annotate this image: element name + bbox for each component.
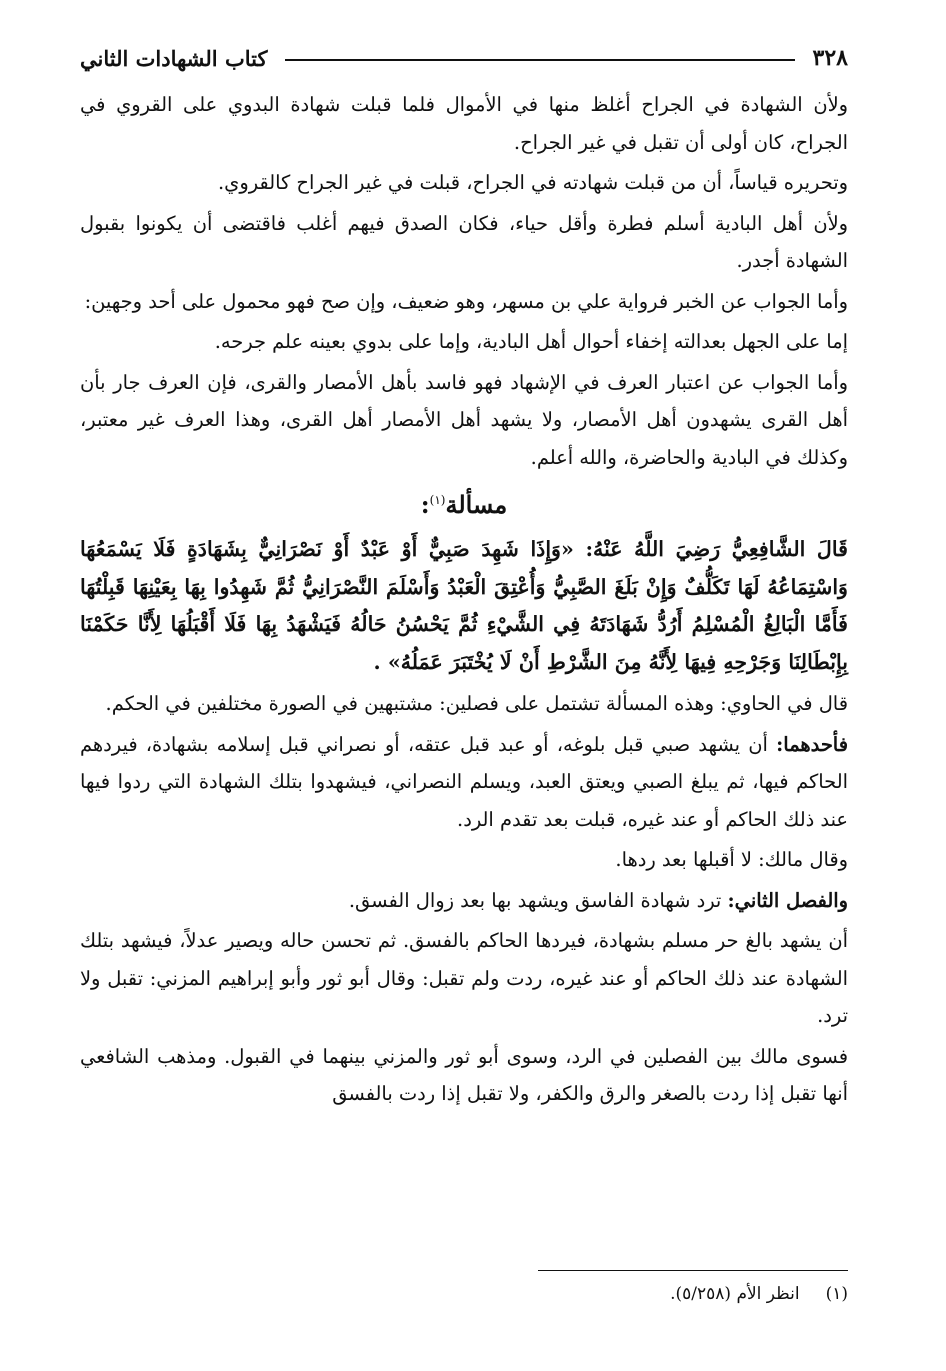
paragraph-1: ولأن الشهادة في الجراح أغلظ منها في الأموال فلما قبلت شهادة البدوي على القروي في الجراح، كان أولى أن تقبل في غير الجراح. [80, 93, 848, 154]
footnote [670, 1280, 848, 1308]
paragraph-8-lead: فأحدهما: [776, 732, 848, 756]
paragraph-12: فسوى مالك بين الفصلين في الرد، وسوى أبو ثور والمزني بينهما في القبول. ومذهب الشافعي أنها تقبل إذا ردت بالصغر والرق والكفر، ولا تقبل إذا ردت بالفسق [80, 1044, 848, 1105]
section-heading [80, 480, 848, 525]
paragraph-9: وقال مالك: لا أقبلها بعد ردها. [615, 848, 848, 871]
footnote-rule [538, 1270, 848, 1271]
footnote-text: انظر الأم (٥/٢٥٨). [670, 1284, 800, 1304]
footnote-number: (١) [825, 1284, 848, 1304]
paragraph-5: إما على الجهل بعدالته إخفاء أحوال أهل البادية، وإما على بدوي بعينه علم جرحه. [214, 330, 848, 353]
paragraph-4: وأما الجواب عن الخبر فرواية علي بن مسهر، وهو ضعيف، وإن صح فهو محمول على أحد وجهين: [84, 289, 848, 313]
shafii-quote: قَالَ الشَّافِعِيُّ رَضِيَ اللَّهُ عَنْهُ: «وَإِذَا شَهِدَ صَبِيٌّ أَوْ عَبْدٌ أَوْ نَصْرَانِيٌّ بِشَهَادَةٍ فَلَا يَسْمَعُهَا وَاسْتِمَاعُهُ لَهَا تَكَلُّفٌ وَإِنْ بَلَغَ الصَّبِيُّ وَأُعْتِقَ الْعَبْدُ وَأَسْلَمَ النَّصْرَانِيُّ ثُمَّ شَهِدُوا بِهَا بِعَيْنِهَا قَبِلْتُهَا فَأَمَّا الْبَالِغُ الْمُسْلِمُ أَرُدُّ شَهَادَتَهُ فِي الشَّيْءِ ثُمَّ يَحْسُنُ حَالُهُ فَيَشْهَدُ بِهَا فَلَا أَقْبَلُهَا لِأَنَّا حَكَمْنَا بِإِبْطَالِنَا وَجَرْحِهِ فِيهَا لِأَنَّهُ مِنَ الشَّرْطِ أَنْ لَا يُخْتَبَرَ عَمَلُهُ» . [80, 537, 848, 674]
header-rule [285, 59, 794, 61]
running-title: كتاب الشهادات الثاني [80, 45, 268, 71]
heading-text: مسألة [445, 490, 508, 519]
paragraph-10-lead: والفصل الثاني: [727, 888, 848, 912]
book-page [80, 36, 848, 1336]
paragraph-10-text: ترد شهادة الفاسق ويشهد بها بعد زوال الفسق. [348, 888, 728, 912]
paragraph-11: أن يشهد بالغ حر مسلم بشهادة، فيردها الحاكم بالفسق. ثم تحسن حاله ويصير عدلاً، فيشهد بتلك الشهادة عند ذلك الحاكم أو عند غيره، ردت ولم تقبل: وقال أبو ثور وأبو إبراهيم المزني: تقبل ولا ترد. [80, 929, 848, 1027]
heading-footnote-ref: (١) [429, 493, 446, 507]
page-number: ٣٢٨ [812, 45, 848, 71]
paragraph-7: قال في الحاوي: وهذه المسألة تشتمل على فصلين: مشتبهين في الصورة مختلفين في الحكم. [105, 692, 848, 715]
page-header [80, 36, 848, 80]
paragraph-8 [80, 726, 848, 839]
paragraph-6: وأما الجواب عن اعتبار العرف في الإشهاد فهو فاسد بأهل الأمصار والقرى، فإن العرف جار بأن أهل القرى يشهدون أهل الأمصار، ولا يشهد أهل الأمصار أهل القرى، وهذا العرف غير معتبر، وكذلك في البادية والحاضرة، والله أعلم. [80, 370, 848, 469]
paragraph-8-text: أن يشهد صبي قبل بلوغه، أو عبد قبل عتقه، أو نصراني قبل إسلامه بشهادة، فيردهم الحاكم فيها، ثم يبلغ الصبي ويعتق العبد، ويسلم النصراني، فيشهدوا بتلك الشهادة التي ردوا فيها عند ذلك الحاكم أو عند غيره، قبلت بعد تقدم الرد. [80, 732, 848, 831]
heading-colon: : [420, 490, 430, 519]
paragraph-3: ولأن أهل البادية أسلم فطرة وأقل حياء، فكان الصدق فيهم أغلب فاقتضى أن يكونوا بقبول الشهادة أجدر. [80, 211, 848, 272]
paragraph-2: وتحريره قياساً، أن من قبلت شهادته في الجراح، قبلت في غير الجراح كالقروي. [218, 171, 848, 194]
paragraph-10 [80, 882, 848, 920]
